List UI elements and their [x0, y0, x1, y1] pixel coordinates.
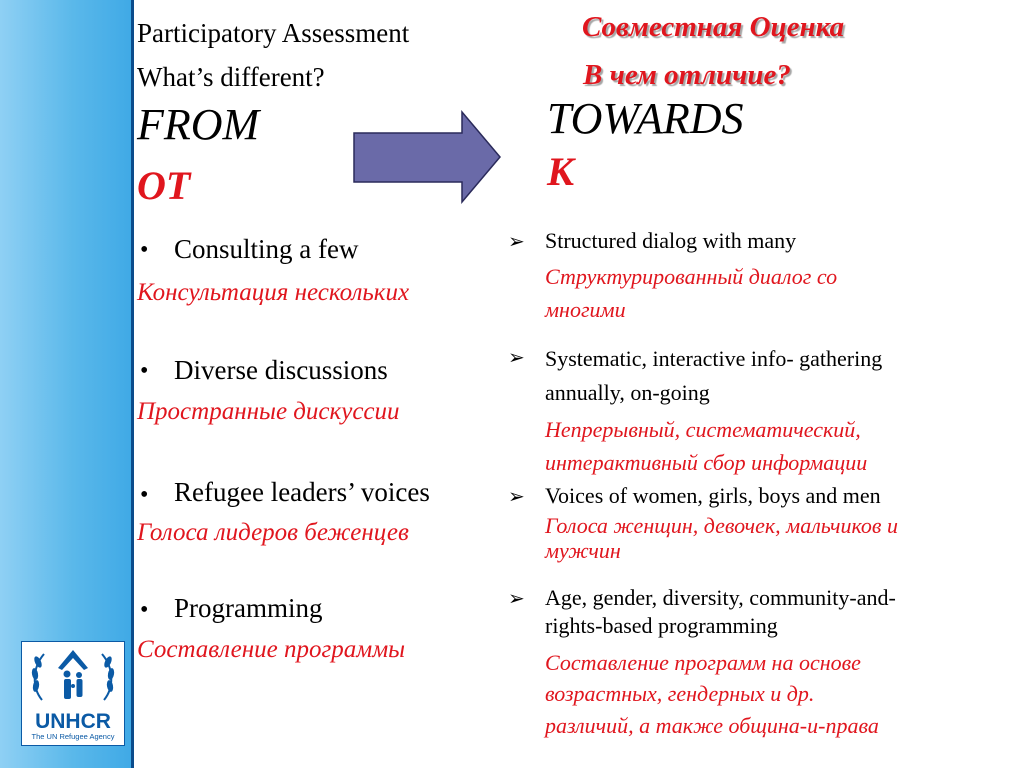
from-item-ru: Консультация нескольких [137, 279, 410, 306]
title-en-line2: What’s different? [137, 62, 325, 92]
from-item-ru: Голоса лидеров беженцев [137, 519, 409, 546]
towards-item-ru: возрастных, гендерных и др. [545, 681, 815, 706]
unhcr-emblem-icon [22, 642, 124, 712]
towards-item-ru: Непрерывный, систематический, [545, 417, 861, 442]
from-item-en: Refugee leaders’ voices [174, 477, 430, 507]
unhcr-logo [21, 641, 125, 746]
bullet-icon: • [140, 597, 149, 623]
towards-item-en: rights-based programming [545, 613, 778, 638]
from-item-ru: Пространные дискуссии [137, 398, 400, 425]
towards-item-en: annually, on-going [545, 380, 710, 405]
bullet-icon: • [140, 482, 149, 508]
right-arrow-icon [352, 110, 502, 204]
from-item-ru: Составление программы [137, 636, 406, 663]
sidebar-divider [131, 0, 134, 768]
towards-item-ru: Структурированный диалог со [545, 264, 838, 289]
towards-item-ru: интерактивный сбор информации [545, 450, 868, 475]
towards-item-en: Age, gender, diversity, community-and- [545, 585, 896, 610]
from-item-en: Programming [174, 593, 323, 623]
from-item-en: Diverse discussions [174, 355, 388, 385]
from-item-en: Consulting a few [174, 234, 359, 264]
towards-heading-ru: К [547, 149, 575, 194]
title-en-line1: Participatory Assessment [137, 18, 410, 48]
bullet-icon: • [140, 237, 149, 263]
logo-subtitle: The UN Refugee Agency [31, 732, 115, 741]
arrow-bullet-icon: ➢ [508, 345, 525, 369]
logo-name: UNHCR [35, 710, 111, 733]
towards-item-en: Systematic, interactive info- gathering [545, 346, 883, 371]
towards-item-ru: Составление программ на основе [545, 650, 861, 675]
arrow-bullet-icon: ➢ [508, 586, 525, 610]
arrow-bullet-icon: ➢ [508, 484, 525, 508]
bullet-icon: • [140, 358, 149, 384]
towards-heading-en: TOWARDS [547, 94, 744, 143]
from-heading-en: FROM [137, 100, 260, 149]
from-heading-ru: ОТ [137, 163, 191, 208]
towards-item-ru: различий, а также община-и-права [545, 713, 879, 738]
arrow-bullet-icon: ➢ [508, 229, 525, 253]
towards-item-ru: мужчин [545, 538, 621, 563]
towards-item-ru: многими [545, 297, 626, 322]
title-ru-line1: Совместная Оценка [582, 11, 845, 43]
towards-item-ru: Голоса женщин, девочек, мальчиков и [545, 513, 898, 538]
title-ru-line2: В чем отличие? [583, 59, 791, 91]
towards-item-en: Voices of women, girls, boys and men [545, 483, 881, 508]
towards-item-en: Structured dialog with many [545, 228, 797, 253]
